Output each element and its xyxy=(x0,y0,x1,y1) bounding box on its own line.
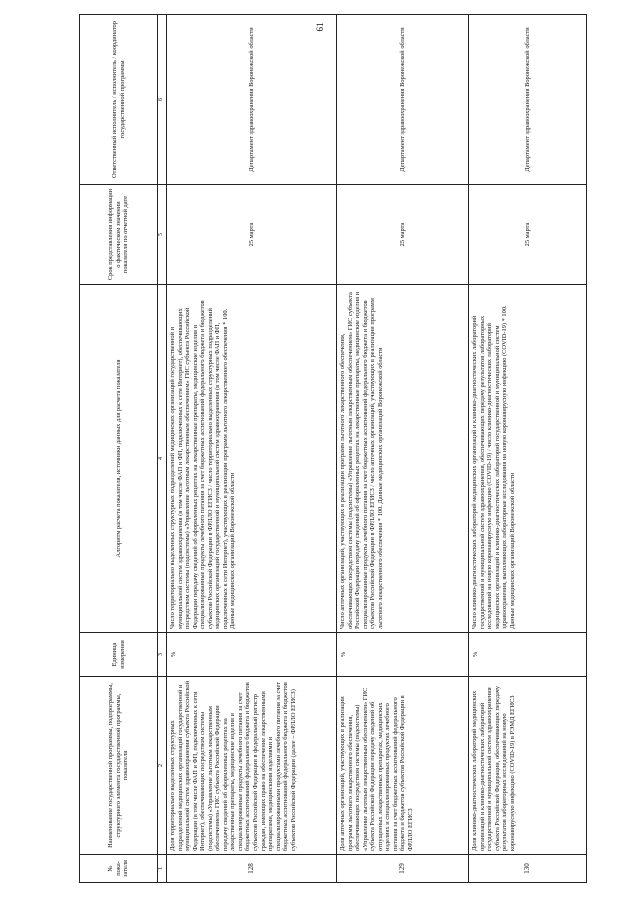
column-index-row xyxy=(158,15,167,883)
indicator-name: Доля клинико-диагностических лабораторий медицинских организаций и клинико-диагностических лабораторий государственной и муниципальной систем здравоохранения субъекта Российской Федерации, обеспечивающих передачу результатов лабораторных исследований на новую коронавирусную инфекцию (COVID-19) в РЭМД ЕГИСЗ xyxy=(469,677,587,855)
document-sheet xyxy=(79,15,587,883)
indicators-table xyxy=(79,14,587,883)
responsible: Департамент здравоохранения Воронежской области xyxy=(337,15,469,185)
page-number: 61 xyxy=(315,22,325,32)
unit: % xyxy=(337,633,469,677)
header-responsible: Ответственный исполнитель / исполнитель / координатор государственной программы xyxy=(80,15,158,185)
indicator-name: Доля аптечных организаций, участвующих в реализации программ льготного лекарственного обеспечения, обеспечивающих посредством системы (подсистемы) «Управление льготным лекарственным обеспечением» ГИС субъекта Российской Федерации передачу сведений об отпущенных лекарственных препаратах, медицинских изделиях и специализированных продуктах лечебного питания за счет бюджетных ассигнований федерального бюджета и бюджетов субъектов Российской Федерации в ФРЛЛО ЕГИСЗ xyxy=(337,677,469,855)
column-index: 2 xyxy=(158,677,167,855)
algorithm: Число клинико-диагностических лабораторий медицинских организаций и клинико-диагностических лабораторий государственной и муниципальной систем здравоохранения, обеспечивающих передачу результатов лабораторных исследований на новую коронавирусную инфекцию (COVID-19) / число клинико-диагностических лабораторий медицинских организаций и клинико-диагностических лабораторий государственной и муниципальной систем здравоохранения, выполняющих лабораторные исследования на новую коронавирусную инфекцию (COVID-19) * 100. Данные медицинских организаций Воронежской области xyxy=(469,285,587,633)
row-number: 128 xyxy=(167,855,337,883)
header-algorithm: Алгоритм расчета показателя, источники данных для расчета показателя xyxy=(80,285,158,633)
header-unit: Единица измерения xyxy=(80,633,158,677)
indicator-name: Доля территориально выделенных структурных подразделений медицинских организаций государственной и муниципальной систем здравоохранения субъекта Российской Федерации (в том числе ФАП и ФП, подключенных к сети Интернет), обеспечивающих посредством системы (подсистемы) «Управление льготным лекарственным обеспечением» ГИС субъекта Российской Федерации передачу сведений об оформленных рецептах на лекарственные препараты, медицинские изделия и специализированные продукты лечебного питания за счет бюджетных ассигнований федерального бюджета и бюджетов субъектов Российской Федерации в федеральный регистр граждан, имеющих право на обеспечение лекарственными препаратами, медицинскими изделиями и специализированными продуктами лечебного питания за счет бюджетных ассигнований федерального бюджета и бюджетов субъектов Российской Федерации (далее – ФРЛЛО ЕГИСЗ) xyxy=(167,677,337,855)
column-index: 6 xyxy=(158,15,167,185)
unit: % xyxy=(167,633,337,677)
deadline: 25 марта xyxy=(337,185,469,285)
deadline: 25 марта xyxy=(167,185,337,285)
header-indicator-number: № пока-зателя xyxy=(80,855,158,883)
header-name: Наименование государственной программы, подпрограммы, структурного элемента государственной программы, показателя xyxy=(80,677,158,855)
header-row xyxy=(80,15,158,883)
algorithm: Число территориально выделенных структурных подразделений медицинских организаций государственной и муниципальной систем здравоохранения (в том числе ФАП и ФП, подключенных к сети Интернет), обеспечивающих посредством системы (подсистемы) «Управление льготным лекарственным обеспечением» ГИС субъекта Российской Федерации передачу сведений об оформленных рецептах на лекарственные препараты, медицинские изделия и специализированные продукты лечебного питания за счет бюджетных ассигнований федерального бюджета и бюджетов субъектов Российской Федерации в ФРЛЛО ЕГИСЗ / число территориально выделенных структурных подразделений медицинских организаций государственной и муниципальной систем здравоохранения (в том числе ФАП и ФП, подключенных к сети Интернет), участвующих в реализации программ льготного лекарственного обеспечения * 100. Данные медицинских организаций Воронежской области xyxy=(167,285,337,633)
header-deadline: Срок представления информации о фактическом значении показателя по отчетной дате xyxy=(80,185,158,285)
row-number: 130 xyxy=(469,855,587,883)
table-row xyxy=(167,15,337,883)
row-number: 129 xyxy=(337,855,469,883)
responsible: Департамент здравоохранения Воронежской области xyxy=(167,15,337,185)
column-index: 3 xyxy=(158,633,167,677)
column-index: 4 xyxy=(158,285,167,633)
column-index: 5 xyxy=(158,185,167,285)
deadline: 25 марта xyxy=(469,185,587,285)
unit: % xyxy=(469,633,587,677)
column-index: 1 xyxy=(158,855,167,883)
table-row xyxy=(469,15,587,883)
table-row xyxy=(337,15,469,883)
responsible: Департамент здравоохранения Воронежской области xyxy=(469,15,587,185)
algorithm: Число аптечных организаций, участвующих в реализации программ льготного лекарственного обеспечения, обеспечивающих посредством системы (подсистемы) «Управление льготным лекарственным обеспечением» ГИС субъекта Российской Федерации передачу сведений об оформленных рецептах на лекарственные препараты, медицинские изделия и специализированные продукты лечебного питания за счет бюджетных ассигнований федерального бюджета и бюджетов субъектов Российской Федерации в ФРЛЛО ЕГИСЗ / число аптечных организаций, участвующих в реализации программ льготного лекарственного обеспечения * 100. Данные медицинских организаций Воронежской области xyxy=(337,285,469,633)
